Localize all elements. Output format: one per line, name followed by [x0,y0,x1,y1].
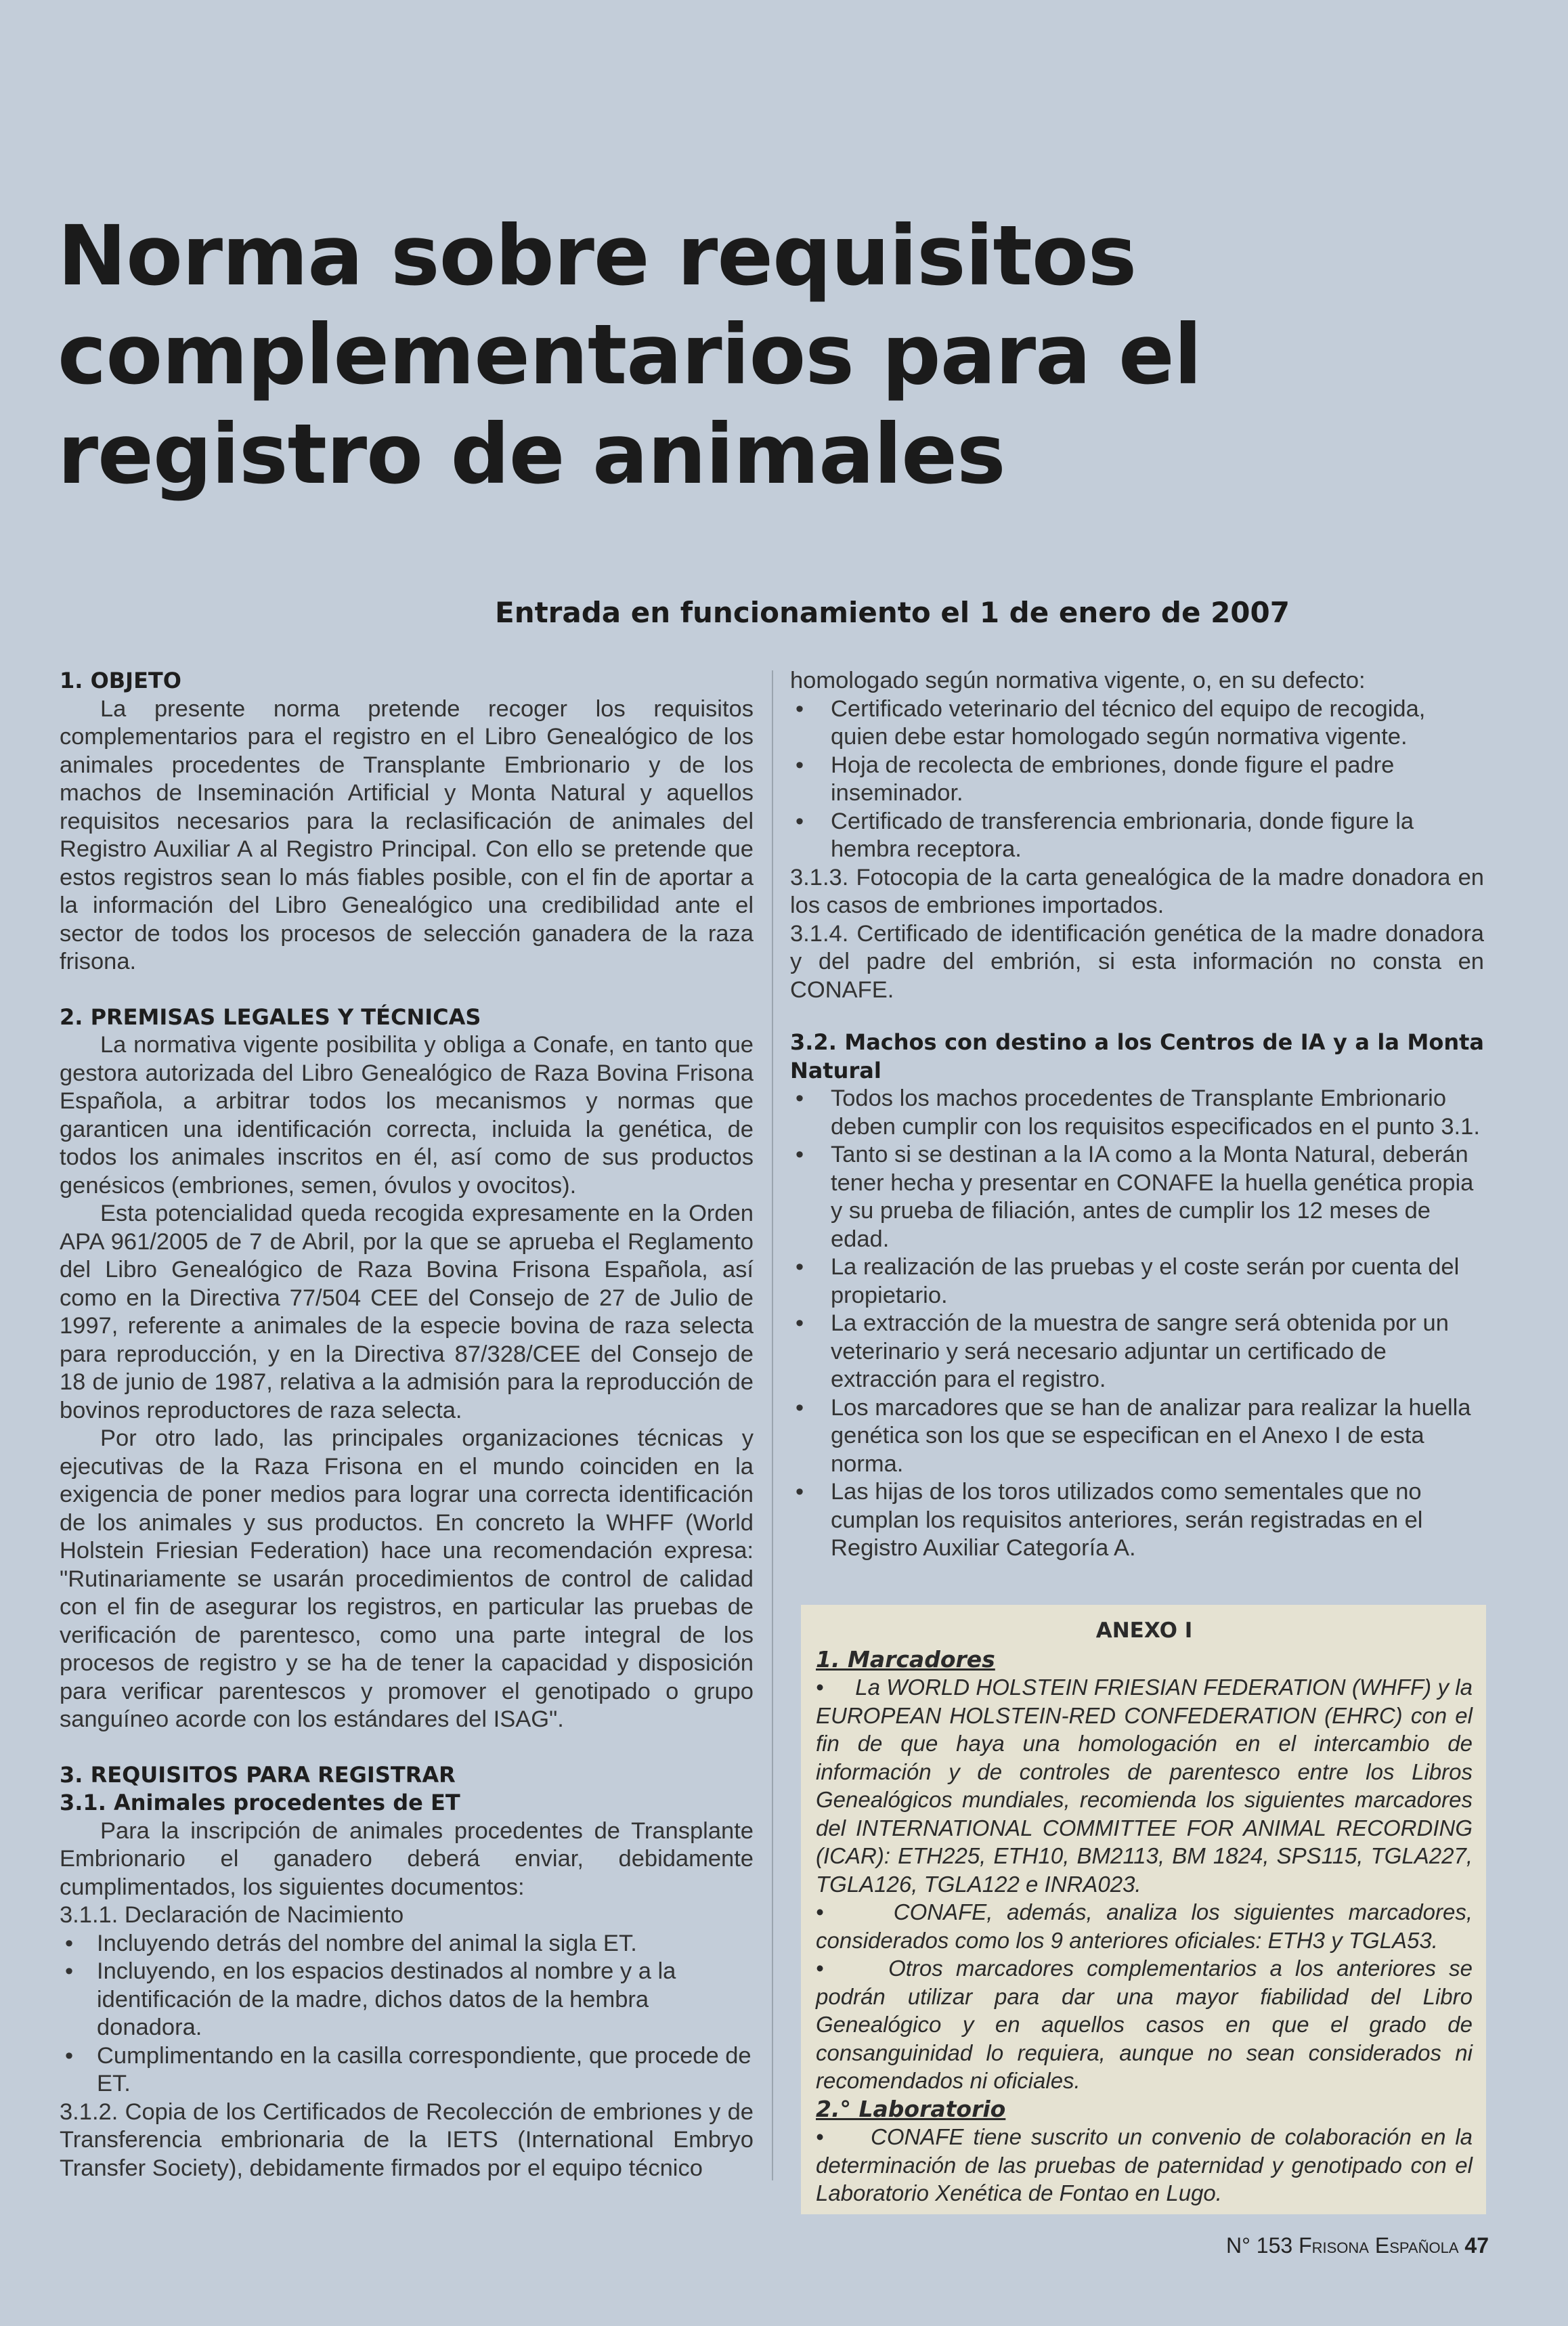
issue-number: N° 153 [1226,2233,1293,2258]
paragraph: La normativa vigente posibilita y obliga a Conafe, en tanto que gestora autorizada del Libro Genealógico de Raza Bovina Frisona Española, a arbitrar todos los mecanismos y normas que garanticen una identificación correcta, incluida la genética, de todos los animales inscritos en él, así como de sus productos genésicos (embriones, semen, óvulos y ovocitos). [60,1032,754,1199]
bullet-list [790,695,1484,864]
article-subtitle: Entrada en funcionamiento el 1 de enero de 2007 [495,596,1290,629]
magazine-name: Frisona Española [1299,2233,1459,2258]
annex-box [801,1605,1486,2214]
annex-heading-laboratorio: 2.° Laboratorio [816,2095,1006,2122]
page-number: 47 [1464,2233,1489,2258]
page-folio [1226,2233,1489,2258]
annex-text: CONAFE, además, analiza los siguientes marcadores, considerados como los 9 anteriores oficiales: ETH3 y TGLA53. [816,1899,1473,1953]
annex-text: CONAFE tiene suscrito un convenio de colaboración en la determinación de las pruebas de paternidad y genotipado con el Laboratorio Xenética de Fontao en Lugo. [816,2124,1473,2205]
section-heading-requisitos: 3. REQUISITOS PARA REGISTRAR [60,1761,456,1788]
paragraph: Por otro lado, las principales organizaciones técnicas y ejecutivas de la Raza Frisona en el mundo coinciden en la exigencia de poner medios para lograr una correcta identificación de los animales y sus productos. En concreto la WHFF (World Holstein Friesian Federation) hace una recomendación expresa: "Rutinariamente se usarán procedimientos de control de calidad con el fin de asegurar los registros, en particular las pruebas de verificación de parentesco, como una parte integral de los procesos de registro y se ha de tener la capacidad y disposición para verificar parentescos y promover el genotipado o grupo sanguíneo acorde con los estándares del ISAG". [60,1425,754,1732]
section-heading-premisas: 2. PREMISAS LEGALES Y TÉCNICAS [60,1004,481,1030]
annex-heading-marcadores: 1. Marcadores [816,1645,995,1673]
bullet-item: • Certificado veterinario del técnico del equipo de recogida, quien debe estar homologado según normativa vigente. [790,695,1484,752]
bullet-list [790,1085,1484,1563]
paragraph: homologado según normativa vigente, o, en su defecto: [790,668,1366,693]
bullet-item: • Las hijas de los toros utilizados como sementales que no cumplan los requisitos anteriores, serán registradas en el Registro Auxiliar Categoría A. [790,1478,1484,1563]
subsection-heading-machos: 3.2. Machos con destino a los Centros de IA y a la Monta Natural [790,1029,1484,1083]
right-column [790,667,1484,1563]
bullet-item: • La realización de las pruebas y el coste serán por cuenta del propietario. [790,1253,1484,1310]
annex-paragraph: • Otros marcadores complementarios a los anteriores se podrán utilizar para dar una mayor fiabilidad del Libro Genealógico y en aquellos casos en que el grado de consanguinidad lo requiera, aunque no sean considerados ni recomendados ni oficiales. [816,1956,1473,2093]
subsection-heading-et: 3.1. Animales procedentes de ET [60,1790,460,1815]
paragraph: Para la inscripción de animales procedentes de Transplante Embrionario el ganadero deberá enviar, debidamente cumplimentados, los siguientes documentos: [60,1817,754,1900]
annex-text: Otros marcadores complementarios a los anteriores se podrán utilizar para dar una mayor fiabilidad del Libro Genealógico y en aquellos casos en que el grado de consanguinidad lo requiera, aunque no sean considerados ni recomendados ni oficiales. [816,1956,1473,2093]
annex-title: ANEXO I [1095,1618,1193,1643]
article-title: Norma sobre requisitos complementarios para el registro de animales [58,208,1202,502]
paragraph: Esta potencialidad queda recogida expresamente en la Orden APA 961/2005 de 7 de Abril, por la que se aprueba el Reglamento del Libro Genealógico de Raza Bovina Frisona Española, así como en la Directiva 77/504 CEE del Consejo de 27 de Julio de 1997, referente a animales de la especie bovina de raza selecta para reproducción, y en la Directiva 87/328/CEE del Consejo de 18 de junio de 1987, relativa a la admisión para la reproducción de bovinos reproductores de raza selecta. [60,1201,754,1423]
bullet-list [60,1930,754,2098]
annex-paragraph: • CONAFE tiene suscrito un convenio de colaboración en la determinación de las pruebas de paternidad y genotipado con el Laboratorio Xenética de Fontao en Lugo. [816,2124,1473,2205]
bullet-item: • Hoja de recolecta de embriones, donde figure el padre inseminador. [790,752,1484,808]
bullet-item: • Los marcadores que se han de analizar para realizar la huella genética son los que se especifican en el Anexo I de esta norma. [790,1394,1484,1479]
column-divider [772,670,773,2180]
section-heading-objeto: 1. OBJETO [60,668,181,693]
bullet-item: • Incluyendo detrás del nombre del animal la sigla ET. [60,1930,754,1958]
item-3-1-1: 3.1.1. Declaración de Nacimiento [60,1902,404,1928]
item-3-1-3: 3.1.3. Fotocopia de la carta genealógica de la madre donadora en los casos de embriones importados. [790,864,1484,918]
annex-text: La WORLD HOLSTEIN FRIESIAN FEDERATION (WHFF) y la EUROPEAN HOLSTEIN-RED CONFEDERATION (EHRC) con el fin de que haya una homologación en el intercambio de información y de controles de parentesco entre los Libros Genealógicos mundiales, recomienda los siguientes marcadores del INTERNATIONAL COMMITTEE FOR ANIMAL RECORDING (ICAR): ETH225, ETH10, BM2113, BM 1824, SPS115, TGLA227, TGLA126, TGLA122 e INRA023. [816,1675,1473,1897]
bullet-item: • La extracción de la muestra de sangre será obtenida por un veterinario y será necesario adjuntar un certificado de extracción para el registro. [790,1310,1484,1394]
item-3-1-4: 3.1.4. Certificado de identificación genética de la madre donadora y del padre del embrión, si esta información no consta en CONAFE. [790,920,1484,1003]
item-3-1-2: 3.1.2. Copia de los Certificados de Recolección de embriones y de Transferencia embrionaria de la IETS (International Embryo Transfer Society), debidamente firmados por el equipo técnico [60,2098,754,2181]
annex-paragraph: • La WORLD HOLSTEIN FRIESIAN FEDERATION (WHFF) y la EUROPEAN HOLSTEIN-RED CONFEDERATION (EHRC) con el fin de que haya una homologación en el intercambio de información y de controles de parentesco entre los Libros Genealógicos mundiales, recomienda los siguientes marcadores del INTERNATIONAL COMMITTEE FOR ANIMAL RECORDING (ICAR): ETH225, ETH10, BM2113, BM 1824, SPS115, TGLA227, TGLA126, TGLA122 e INRA023. [816,1675,1473,1897]
bullet-item: • Cumplimentando en la casilla correspondiente, que procede de ET. [60,2042,754,2098]
annex-paragraph: • CONAFE, además, analiza los siguientes marcadores, considerados como los 9 anteriores oficiales: ETH3 y TGLA53. [816,1899,1473,1953]
bullet-item: • Tanto si se destinan a la IA como a la Monta Natural, deberán tener hecha y presentar en CONAFE la huella genética propia y su prueba de filiación, antes de cumplir los 12 meses de edad. [790,1141,1484,1253]
paragraph: La presente norma pretende recoger los requisitos complementarios para el registro en el Libro Genealógico de los animales procedentes de Transplante Embrionario y de los machos de Inseminación Artificial y Monta Natural y aquellos requisitos necesarios para la reclasificación de animales del Registro Auxiliar A al Registro Principal. Con ello se pretende que estos registros sean lo más fiables posible, con el fin de aportar a la información del Libro Genealógico una credibilidad ante el sector de todos los procesos de selección ganadera de la raza frisona. [60,695,754,974]
bullet-item: • Incluyendo, en los espacios destinados al nombre y a la identificación de la madre, dichos datos de la hembra donadora. [60,1958,754,2042]
left-column [60,667,754,2182]
bullet-item: • Certificado de transferencia embrionaria, donde figure la hembra receptora. [790,808,1484,864]
bullet-item: • Todos los machos procedentes de Transplante Embrionario deben cumplir con los requisitos especificados en el punto 3.1. [790,1085,1484,1141]
